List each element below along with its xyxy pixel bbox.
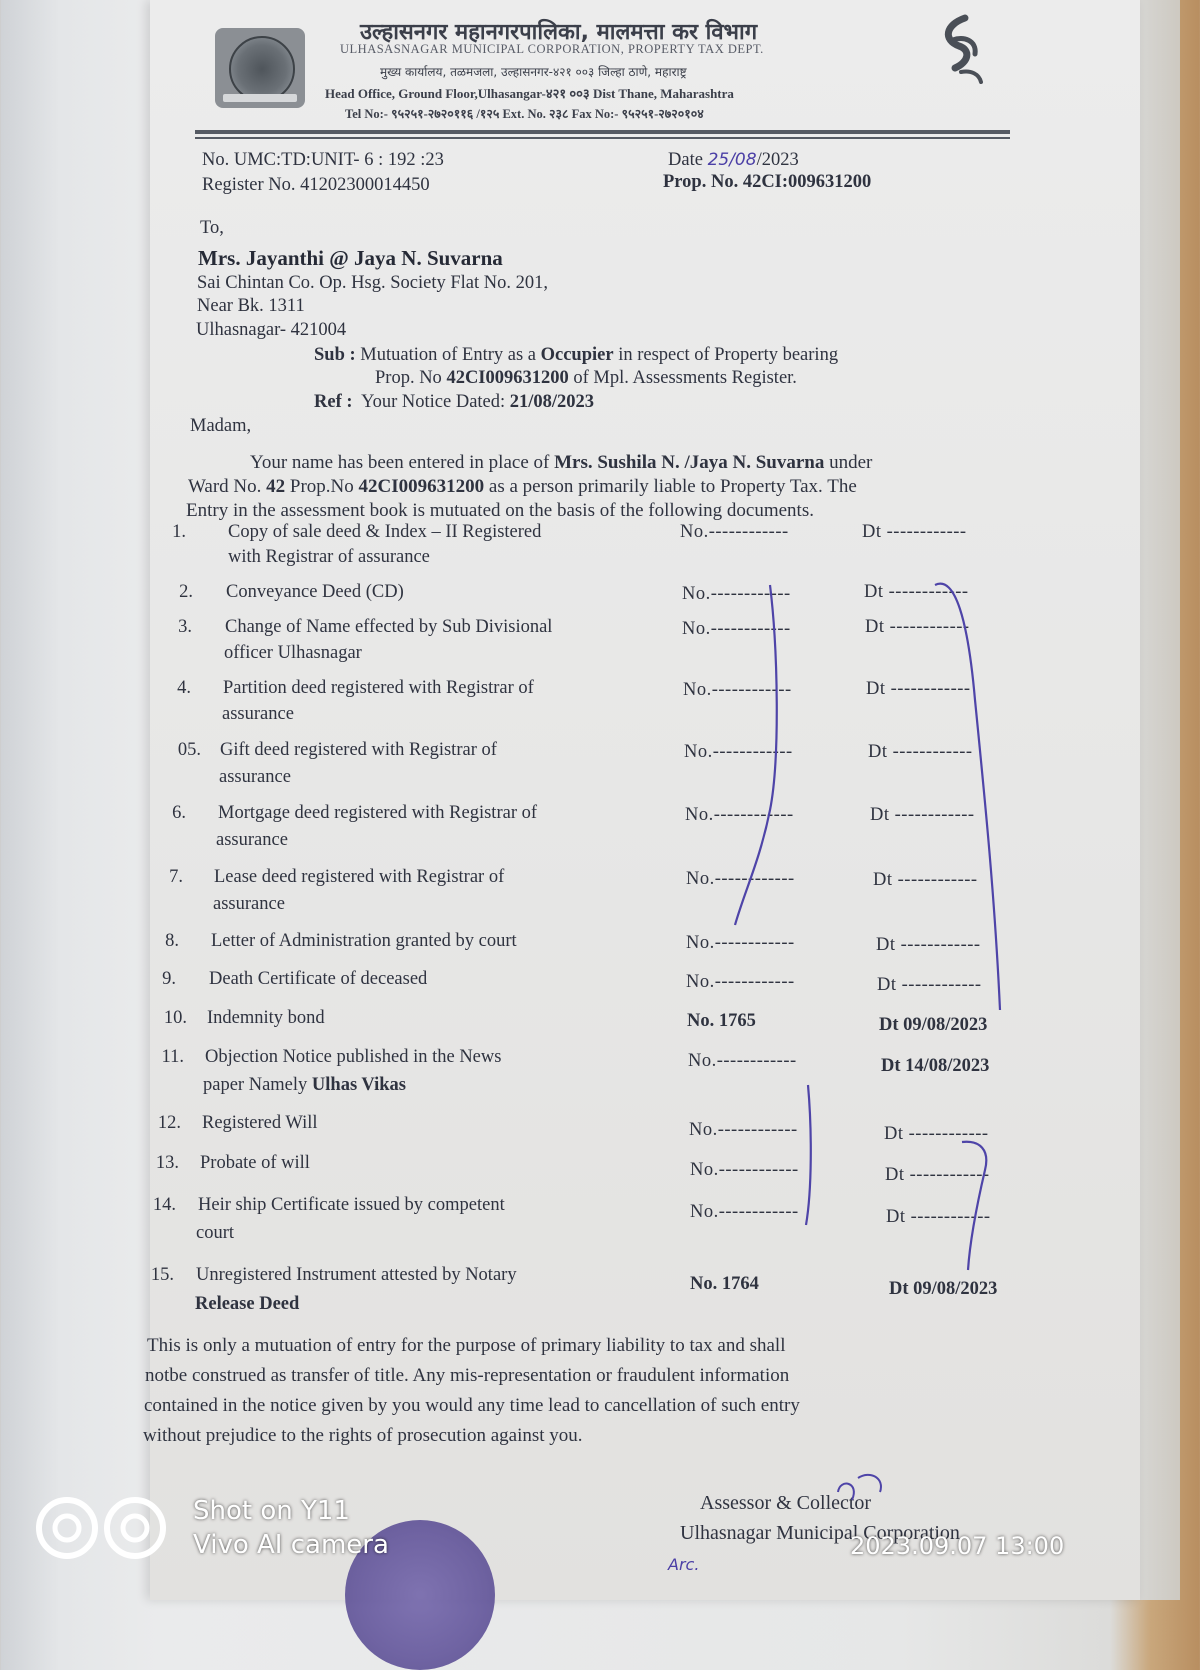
subject-line-2: Prop. No 42CI009631200 of Mpl. Assessments Register. <box>375 368 797 388</box>
newspaper-name-line: paper Namely Ulhas Vikas <box>203 1075 406 1095</box>
address-marathi: मुख्य कार्यालय, तळमजला, उल्हासनगर-४२१ ००३ जिल्हा ठाणे, महाराष्ट्र <box>380 65 687 79</box>
assessor-title: Assessor & Collector <box>700 1492 872 1514</box>
disclaimer-line-3: contained in the notice given by you would any time lead to cancellation of such entry <box>144 1395 800 1416</box>
to-label: To, <box>200 218 224 238</box>
corporation-signature-line: Ulhasnagar Municipal Corporation <box>680 1522 960 1544</box>
recipient-address-line3: Ulhasnagar- 421004 <box>196 320 347 340</box>
org-name-marathi: उल्हासनगर महानगरपालिका, मालमत्ता कर विभाग <box>360 20 758 45</box>
camera-timestamp: 2023.09.07 13:00 <box>850 1532 1065 1560</box>
header-rule <box>195 130 1010 134</box>
camera-aperture-icon <box>35 1495 175 1561</box>
subject-line: Sub : Mutuation of Entry as a Occupier in respect of Property bearing <box>314 345 839 365</box>
recipient-name: Mrs. Jayanthi @ Jaya N. Suvarna <box>198 246 503 270</box>
date-line: Date 25/08/2023 <box>668 150 799 170</box>
recipient-address-line1: Sai Chintan Co. Op. Hsg. Society Flat No. 201, <box>197 273 548 293</box>
disclaimer-line-2: notbe construed as transfer of title. Any mis-representation or fraudulent information <box>145 1365 790 1386</box>
municipal-emblem-logo <box>215 28 305 108</box>
corporation-swirl-logo <box>925 10 995 90</box>
org-name-english: ULHASASNAGAR MUNICIPAL CORPORATION, PROPERTY TAX DEPT. <box>340 42 764 56</box>
intro-line-3: Entry in the assessment book is mutuated on the basis of the following documents. <box>186 500 814 521</box>
intro-line-1: Your name has been entered in place of Mrs. Sushila N. /Jaya N. Suvarna under <box>250 452 873 473</box>
property-number: Prop. No. 42CI:009631200 <box>663 172 872 192</box>
handwritten-date: 25/08 <box>707 150 757 170</box>
camera-model: Vivo AI camera <box>193 1530 389 1560</box>
recipient-address-line2: Near Bk. 1311 <box>197 296 305 316</box>
document-sheet <box>150 0 1140 1600</box>
header-rule-thin <box>195 137 1010 139</box>
salutation: Madam, <box>190 416 252 436</box>
reference-number: No. UMC:TD:UNIT- 6 : 192 :23 <box>202 150 444 170</box>
reference-line: Ref : Your Notice Dated: 21/08/2023 <box>314 392 595 412</box>
phone-fax-line: Tel No:- ९५२५१-२७२०११६ /१२५ Ext. No. २३८ Fax No:- ९५२५१-२७२०१०४ <box>345 107 704 121</box>
disclaimer-line-1: This is only a mutuation of entry for the purpose of primary liability to tax and shall <box>147 1335 786 1356</box>
address-english: Head Office, Ground Floor,Ulhasangar-४२१ ००३ Dist Thane, Maharashtra <box>325 86 734 101</box>
intro-line-2: Ward No. 42 Prop.No 42CI009631200 as a person primarily liable to Property Tax. The <box>188 476 857 497</box>
handwritten-note: Arc. <box>668 1555 700 1574</box>
register-number: Register No. 41202300014450 <box>202 175 430 195</box>
disclaimer-line-4: without prejudice to the rights of prosecution against you. <box>143 1425 583 1446</box>
camera-shot-on: Shot on Y11 <box>193 1496 350 1526</box>
